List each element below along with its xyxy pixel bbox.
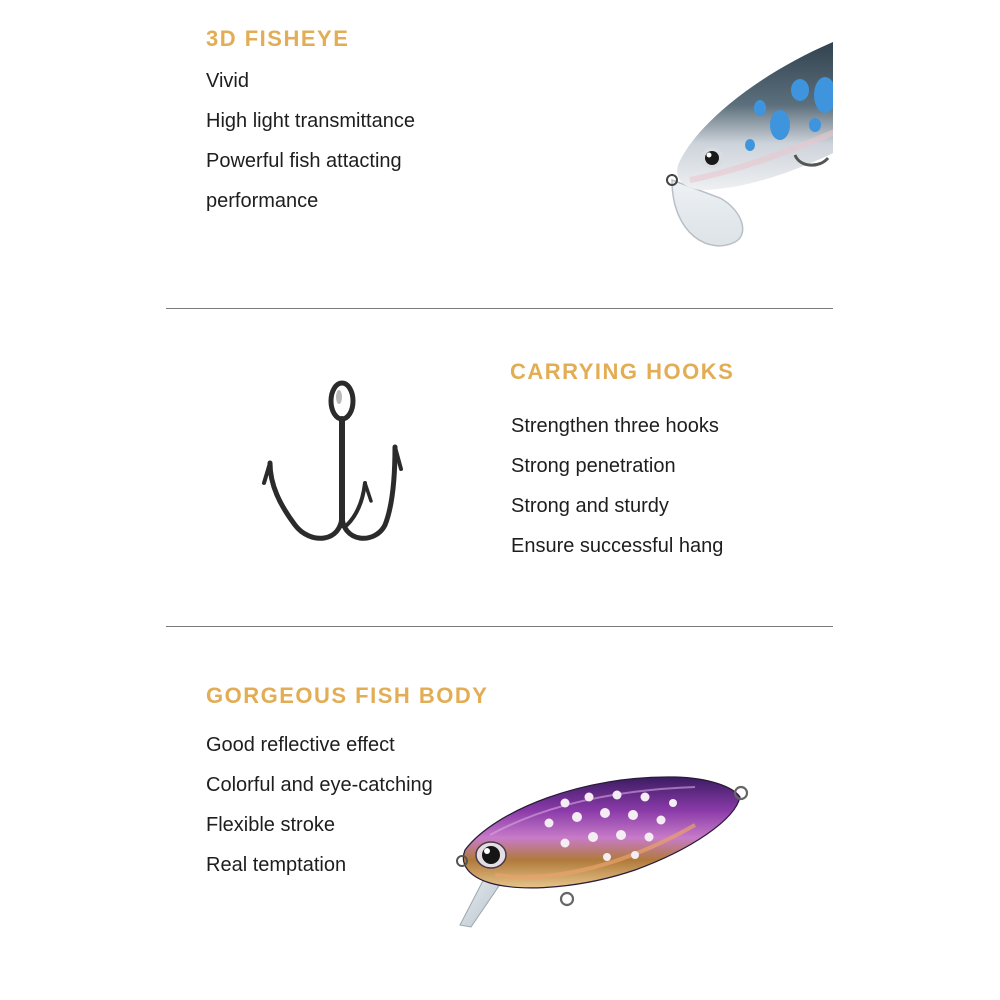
feature-list-carrying-hooks (511, 406, 723, 566)
section-heading-carrying-hooks: CARRYING HOOKS (510, 359, 735, 384)
section-divider (166, 626, 833, 627)
section-heading-gorgeous-fish-body: GORGEOUS FISH BODY (206, 683, 489, 708)
feature-item: Colorful and eye-catching (206, 774, 433, 796)
feature-item: Strong and sturdy (511, 495, 669, 517)
fish-body-lure-image (435, 765, 755, 935)
treble-hook-image (255, 375, 415, 555)
feature-item: Strengthen three hooks (511, 415, 719, 437)
feature-list-3d-fisheye (206, 61, 415, 221)
section-divider (166, 308, 833, 309)
feature-item: Flexible stroke (206, 814, 335, 836)
fisheye-lure-image (650, 30, 840, 260)
feature-item: performance (206, 190, 319, 212)
feature-item: Powerful fish attacting (206, 150, 402, 172)
section-heading-3d-fisheye: 3D FISHEYE (206, 26, 350, 51)
feature-item: Strong penetration (511, 455, 676, 477)
feature-item: Good reflective effect (206, 734, 395, 756)
feature-item: Vivid (206, 70, 249, 92)
feature-item: High light transmittance (206, 110, 415, 132)
feature-item: Ensure successful hang (511, 535, 724, 557)
feature-list-gorgeous-fish-body (206, 725, 433, 885)
feature-item: Real temptation (206, 854, 347, 876)
